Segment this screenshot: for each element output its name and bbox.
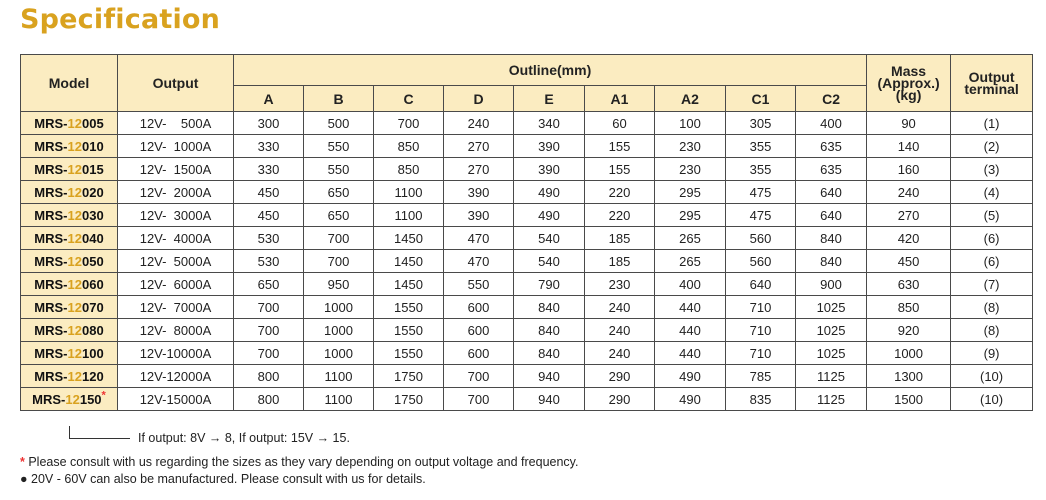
cell-dim-c: 1550 <box>374 296 444 319</box>
model-prefix: MRS- <box>34 138 68 154</box>
cell-dim-a2: 295 <box>655 204 726 227</box>
model-series-number: 12 <box>67 276 82 292</box>
cell-dim-c1: 785 <box>726 365 796 388</box>
cell-mass: 630 <box>867 273 951 296</box>
cell-dim-c1: 710 <box>726 296 796 319</box>
cell-dim-c2: 400 <box>796 112 867 135</box>
cell-dim-c: 1750 <box>374 388 444 411</box>
cell-dim-c: 1450 <box>374 250 444 273</box>
cell-dim-c1: 710 <box>726 319 796 342</box>
table-row <box>21 342 1033 365</box>
cell-dim-b: 1100 <box>304 388 374 411</box>
cell-dim-c: 1450 <box>374 273 444 296</box>
cell-dim-c1: 475 <box>726 204 796 227</box>
cell-dim-a2: 295 <box>655 181 726 204</box>
cell-mass: 1000 <box>867 342 951 365</box>
header-output: Output <box>118 55 234 112</box>
cell-terminal: (6) <box>951 250 1033 273</box>
model-suffix: 020 <box>81 184 104 200</box>
cell-output: 12V- 3000A <box>118 204 234 227</box>
cell-dim-c: 1100 <box>374 204 444 227</box>
cell-dim-c2: 900 <box>796 273 867 296</box>
cell-dim-b: 650 <box>304 181 374 204</box>
model-footnote-marker: * <box>101 389 106 402</box>
cell-dim-a: 330 <box>234 135 304 158</box>
cell-mass: 420 <box>867 227 951 250</box>
cell-dim-a1: 230 <box>585 273 655 296</box>
model-suffix: 050 <box>81 253 104 269</box>
cell-dim-a: 330 <box>234 158 304 181</box>
model-series-number: 12 <box>67 322 82 338</box>
cell-dim-c2: 1125 <box>796 388 867 411</box>
header-dim-b: B <box>304 86 374 112</box>
cell-dim-c2: 840 <box>796 227 867 250</box>
model-suffix: 060 <box>81 276 104 292</box>
table-row <box>21 388 1033 411</box>
cell-model <box>21 204 118 227</box>
cell-dim-c1: 475 <box>726 181 796 204</box>
cell-dim-a: 530 <box>234 250 304 273</box>
cell-mass: 240 <box>867 181 951 204</box>
model-series-number: 12 <box>67 230 82 246</box>
cell-dim-c1: 355 <box>726 158 796 181</box>
cell-dim-c2: 1025 <box>796 296 867 319</box>
cell-dim-d: 470 <box>444 227 514 250</box>
cell-output: 12V-15000A <box>118 388 234 411</box>
cell-dim-c2: 840 <box>796 250 867 273</box>
cell-dim-d: 470 <box>444 250 514 273</box>
cell-dim-c1: 640 <box>726 273 796 296</box>
cell-terminal: (6) <box>951 227 1033 250</box>
cell-dim-c2: 1125 <box>796 365 867 388</box>
header-dim-a2: A2 <box>655 86 726 112</box>
cell-dim-a2: 230 <box>655 158 726 181</box>
model-prefix: MRS- <box>32 391 66 407</box>
cell-model <box>21 342 118 365</box>
cell-model <box>21 365 118 388</box>
cell-dim-b: 1100 <box>304 365 374 388</box>
cell-mass: 1500 <box>867 388 951 411</box>
cell-model <box>21 250 118 273</box>
specification-table <box>20 54 1033 411</box>
model-suffix: 010 <box>81 138 104 154</box>
table-row <box>21 273 1033 296</box>
cell-dim-a2: 440 <box>655 319 726 342</box>
table-row <box>21 296 1033 319</box>
cell-dim-c2: 640 <box>796 204 867 227</box>
cell-dim-a1: 220 <box>585 181 655 204</box>
cell-dim-a1: 155 <box>585 135 655 158</box>
model-prefix: MRS- <box>34 368 68 384</box>
cell-dim-b: 500 <box>304 112 374 135</box>
cell-terminal: (2) <box>951 135 1033 158</box>
cell-dim-a2: 440 <box>655 342 726 365</box>
cell-dim-a1: 220 <box>585 204 655 227</box>
cell-output: 12V-10000A <box>118 342 234 365</box>
cell-output: 12V-12000A <box>118 365 234 388</box>
model-prefix: MRS- <box>34 184 68 200</box>
cell-dim-c: 1750 <box>374 365 444 388</box>
note-sizes-text: Please consult with us regarding the sizes as they vary depending on output voltage and frequency. <box>24 455 579 469</box>
cell-dim-a1: 185 <box>585 250 655 273</box>
cell-dim-c2: 635 <box>796 158 867 181</box>
cell-dim-a2: 230 <box>655 135 726 158</box>
cell-dim-c1: 710 <box>726 342 796 365</box>
model-suffix: 030 <box>81 207 104 223</box>
cell-terminal: (8) <box>951 296 1033 319</box>
cell-dim-c: 700 <box>374 112 444 135</box>
header-terminal-line2: terminal <box>964 81 1019 97</box>
cell-dim-b: 700 <box>304 227 374 250</box>
model-prefix: MRS- <box>34 207 68 223</box>
cell-dim-a2: 490 <box>655 388 726 411</box>
cell-dim-e: 540 <box>514 227 585 250</box>
model-series-number: 12 <box>65 391 80 407</box>
cell-dim-d: 270 <box>444 158 514 181</box>
header-dim-c2: C2 <box>796 86 867 112</box>
cell-dim-c: 850 <box>374 135 444 158</box>
cell-terminal: (8) <box>951 319 1033 342</box>
cell-model <box>21 181 118 204</box>
header-dim-a: A <box>234 86 304 112</box>
cell-dim-d: 600 <box>444 296 514 319</box>
cell-output: 12V- 5000A <box>118 250 234 273</box>
cell-dim-e: 490 <box>514 181 585 204</box>
model-series-number: 12 <box>67 138 82 154</box>
cell-dim-d: 600 <box>444 342 514 365</box>
cell-dim-a1: 60 <box>585 112 655 135</box>
cell-dim-d: 270 <box>444 135 514 158</box>
cell-terminal: (9) <box>951 342 1033 365</box>
model-series-number: 12 <box>67 253 82 269</box>
table-row <box>21 158 1033 181</box>
cell-model <box>21 158 118 181</box>
cell-terminal: (7) <box>951 273 1033 296</box>
footnote-leader-line <box>69 426 130 439</box>
cell-dim-a: 700 <box>234 342 304 365</box>
cell-dim-e: 840 <box>514 296 585 319</box>
header-dim-e: E <box>514 86 585 112</box>
cell-mass: 270 <box>867 204 951 227</box>
model-suffix: 070 <box>81 299 104 315</box>
cell-dim-a1: 240 <box>585 319 655 342</box>
cell-dim-e: 390 <box>514 135 585 158</box>
cell-terminal: (3) <box>951 158 1033 181</box>
cell-output: 12V- 6000A <box>118 273 234 296</box>
model-prefix: MRS- <box>34 230 68 246</box>
model-series-number: 12 <box>67 345 82 361</box>
cell-mass: 850 <box>867 296 951 319</box>
table-row <box>21 319 1033 342</box>
cell-dim-c: 850 <box>374 158 444 181</box>
model-prefix: MRS- <box>34 161 68 177</box>
asterisk-marker: * <box>20 455 25 469</box>
cell-terminal: (5) <box>951 204 1033 227</box>
cell-dim-a2: 400 <box>655 273 726 296</box>
cell-model <box>21 388 118 411</box>
cell-dim-a: 800 <box>234 365 304 388</box>
cell-dim-a1: 290 <box>585 365 655 388</box>
cell-dim-b: 700 <box>304 250 374 273</box>
cell-dim-e: 790 <box>514 273 585 296</box>
header-dim-c: C <box>374 86 444 112</box>
header-model: Model <box>21 55 118 112</box>
cell-dim-a1: 185 <box>585 227 655 250</box>
model-prefix: MRS- <box>34 253 68 269</box>
cell-dim-a2: 100 <box>655 112 726 135</box>
header-mass-line1: Mass <box>891 63 927 79</box>
cell-dim-c1: 560 <box>726 227 796 250</box>
table-row <box>21 250 1033 273</box>
cell-model <box>21 319 118 342</box>
cell-output: 12V- 7000A <box>118 296 234 319</box>
cell-mass: 140 <box>867 135 951 158</box>
cell-dim-e: 490 <box>514 204 585 227</box>
cell-output: 12V- 8000A <box>118 319 234 342</box>
model-suffix: 015 <box>81 161 104 177</box>
model-prefix: MRS- <box>34 322 68 338</box>
cell-dim-a1: 240 <box>585 342 655 365</box>
header-output-terminal <box>951 55 1033 112</box>
note-voltage-range: ● 20V - 60V can also be manufactured. Please consult with us for details. <box>20 472 426 486</box>
cell-dim-a: 450 <box>234 204 304 227</box>
cell-model <box>21 135 118 158</box>
cell-dim-d: 390 <box>444 181 514 204</box>
cell-dim-d: 600 <box>444 319 514 342</box>
cell-dim-b: 1000 <box>304 342 374 365</box>
cell-dim-d: 550 <box>444 273 514 296</box>
cell-dim-a: 300 <box>234 112 304 135</box>
cell-dim-c1: 560 <box>726 250 796 273</box>
header-dim-a1: A1 <box>585 86 655 112</box>
header-dim-d: D <box>444 86 514 112</box>
model-prefix: MRS- <box>34 115 68 131</box>
cell-dim-e: 940 <box>514 365 585 388</box>
table-body <box>21 112 1033 411</box>
note-sizes <box>20 455 578 469</box>
cell-dim-a: 650 <box>234 273 304 296</box>
cell-model <box>21 112 118 135</box>
cell-dim-d: 700 <box>444 365 514 388</box>
cell-model <box>21 273 118 296</box>
cell-dim-b: 550 <box>304 158 374 181</box>
cell-terminal: (10) <box>951 388 1033 411</box>
cell-dim-d: 390 <box>444 204 514 227</box>
model-series-number: 12 <box>67 115 82 131</box>
cell-dim-a2: 265 <box>655 227 726 250</box>
cell-dim-a2: 490 <box>655 365 726 388</box>
cell-dim-b: 550 <box>304 135 374 158</box>
cell-mass: 160 <box>867 158 951 181</box>
cell-dim-c: 1550 <box>374 342 444 365</box>
cell-output: 12V- 1000A <box>118 135 234 158</box>
cell-mass: 450 <box>867 250 951 273</box>
cell-dim-e: 840 <box>514 319 585 342</box>
model-series-number: 12 <box>67 299 82 315</box>
cell-dim-c1: 835 <box>726 388 796 411</box>
header-mass <box>867 55 951 112</box>
cell-dim-a: 700 <box>234 296 304 319</box>
cell-dim-a: 450 <box>234 181 304 204</box>
header-mass-line3: (kg) <box>895 87 922 103</box>
header-row <box>21 55 1033 86</box>
header-outline: Outline(mm) <box>234 55 867 86</box>
cell-dim-e: 340 <box>514 112 585 135</box>
model-series-number: 12 <box>67 161 82 177</box>
cell-terminal: (1) <box>951 112 1033 135</box>
table-row <box>21 227 1033 250</box>
cell-dim-e: 940 <box>514 388 585 411</box>
cell-terminal: (4) <box>951 181 1033 204</box>
cell-dim-a2: 440 <box>655 296 726 319</box>
model-suffix: 120 <box>81 368 104 384</box>
cell-terminal: (10) <box>951 365 1033 388</box>
cell-dim-a1: 155 <box>585 158 655 181</box>
table-row <box>21 181 1033 204</box>
cell-dim-a1: 240 <box>585 296 655 319</box>
model-prefix: MRS- <box>34 345 68 361</box>
cell-output: 12V- 1500A <box>118 158 234 181</box>
cell-model <box>21 227 118 250</box>
cell-dim-a1: 290 <box>585 388 655 411</box>
cell-dim-a: 530 <box>234 227 304 250</box>
cell-dim-e: 540 <box>514 250 585 273</box>
header-terminal-line1: Output <box>968 69 1015 85</box>
cell-dim-e: 840 <box>514 342 585 365</box>
model-suffix: 100 <box>81 345 104 361</box>
cell-mass: 1300 <box>867 365 951 388</box>
table-row <box>21 112 1033 135</box>
cell-dim-d: 700 <box>444 388 514 411</box>
cell-dim-b: 950 <box>304 273 374 296</box>
model-series-number: 12 <box>67 184 82 200</box>
cell-output: 12V- 2000A <box>118 181 234 204</box>
cell-model <box>21 296 118 319</box>
table-row <box>21 365 1033 388</box>
cell-dim-b: 1000 <box>304 296 374 319</box>
cell-dim-c: 1450 <box>374 227 444 250</box>
cell-dim-c2: 1025 <box>796 342 867 365</box>
cell-dim-b: 1000 <box>304 319 374 342</box>
cell-dim-a2: 265 <box>655 250 726 273</box>
cell-dim-c2: 640 <box>796 181 867 204</box>
cell-dim-c1: 305 <box>726 112 796 135</box>
cell-output: 12V- 4000A <box>118 227 234 250</box>
model-suffix: 005 <box>81 115 104 131</box>
footnote-output-voltage: If output: 8V → 8, If output: 15V → 15. <box>138 431 350 445</box>
cell-dim-c1: 355 <box>726 135 796 158</box>
cell-dim-b: 650 <box>304 204 374 227</box>
model-suffix: 040 <box>81 230 104 246</box>
cell-dim-a: 700 <box>234 319 304 342</box>
page-title: Specification <box>20 4 221 35</box>
table-row <box>21 204 1033 227</box>
model-suffix: 080 <box>81 322 104 338</box>
header-dim-c1: C1 <box>726 86 796 112</box>
cell-dim-e: 390 <box>514 158 585 181</box>
model-suffix: 150 <box>79 391 102 407</box>
cell-dim-a: 800 <box>234 388 304 411</box>
cell-dim-c2: 635 <box>796 135 867 158</box>
table-row <box>21 135 1033 158</box>
cell-dim-c: 1100 <box>374 181 444 204</box>
cell-mass: 920 <box>867 319 951 342</box>
cell-output: 12V- 500A <box>118 112 234 135</box>
cell-dim-c2: 1025 <box>796 319 867 342</box>
model-series-number: 12 <box>67 207 82 223</box>
model-series-number: 12 <box>67 368 82 384</box>
cell-dim-d: 240 <box>444 112 514 135</box>
model-prefix: MRS- <box>34 299 68 315</box>
cell-dim-c: 1550 <box>374 319 444 342</box>
header-mass-line2: (Approx.) <box>877 75 940 91</box>
cell-mass: 90 <box>867 112 951 135</box>
model-prefix: MRS- <box>34 276 68 292</box>
